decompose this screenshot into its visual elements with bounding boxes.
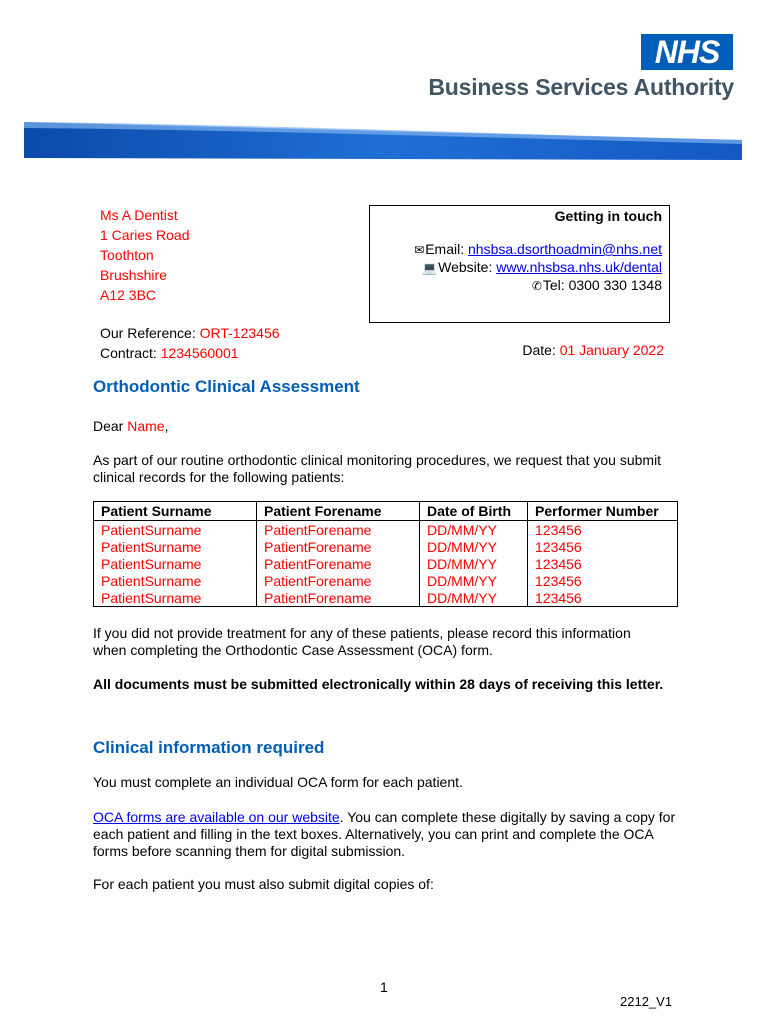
greeting-end: ,	[164, 418, 169, 434]
date-label: Date:	[522, 342, 560, 358]
table-cell: DD/MM/YY	[420, 572, 528, 589]
table-cell: 123456	[528, 538, 678, 555]
greeting-name: Name	[127, 418, 165, 434]
column-header: Patient Surname	[94, 502, 257, 521]
date-value: 01 January 2022	[559, 342, 664, 358]
header-banner	[0, 118, 770, 168]
nhs-logo: NHS	[641, 34, 733, 70]
table-header-row	[94, 502, 678, 521]
our-reference	[100, 323, 280, 343]
table-cell: PatientSurname	[94, 572, 257, 589]
address-postcode: A12 3BC	[100, 287, 157, 303]
contact-title: Getting in touch	[554, 208, 662, 224]
email-link[interactable]: nhsbsa.dsorthoadmin@nhs.net	[468, 241, 662, 257]
contact-box	[369, 205, 670, 323]
table-cell: DD/MM/YY	[420, 521, 528, 539]
contact-email-row	[370, 241, 662, 259]
section-title-assessment: Orthodontic Clinical Assessment	[93, 377, 360, 396]
column-header: Performer Number	[528, 502, 678, 521]
table-cell: DD/MM/YY	[420, 589, 528, 607]
table-cell: 123456	[528, 572, 678, 589]
individual-form-note: You must complete an individual OCA form for each patient.	[93, 774, 463, 790]
page-number: 1	[380, 979, 388, 995]
table-row	[94, 555, 678, 572]
forms-text: . You can complete these digitally by saving a copy for each patient and filling in the text boxes. Alternatively, you can print and complete the OCA forms before scanning them for digital submission.	[93, 809, 676, 859]
table-cell: DD/MM/YY	[420, 555, 528, 572]
document-version: 2212_V1	[620, 994, 673, 1009]
table-cell: PatientForename	[257, 521, 420, 539]
website-link[interactable]: www.nhsbsa.nhs.uk/dental	[496, 259, 662, 275]
contact-tel-row	[370, 277, 662, 295]
contract-value: 1234560001	[160, 345, 239, 361]
table-cell: PatientSurname	[94, 589, 257, 607]
table-cell: PatientForename	[257, 538, 420, 555]
computer-icon: 💻	[422, 261, 438, 275]
table-cell: 123456	[528, 521, 678, 539]
reference-block	[100, 323, 280, 363]
table-cell: 123456	[528, 555, 678, 572]
table-row	[94, 572, 678, 589]
table-row	[94, 521, 678, 539]
forms-paragraph	[93, 809, 683, 860]
table-cell: PatientSurname	[94, 538, 257, 555]
envelope-icon: ✉	[414, 243, 425, 257]
telephone: Tel: 0300 330 1348	[542, 277, 662, 293]
organisation-name: Business Services Authority	[428, 74, 734, 100]
recipient-address	[100, 205, 190, 305]
table-cell: PatientSurname	[94, 555, 257, 572]
intro-paragraph: As part of our routine orthodontic clinical monitoring procedures, we request that you submit clinical records for the following patients:	[93, 452, 662, 485]
reference-label: Our Reference:	[100, 325, 200, 341]
table-cell: PatientForename	[257, 589, 420, 607]
patients-table	[93, 501, 678, 607]
oca-forms-link[interactable]: OCA forms are available on our website	[93, 809, 340, 825]
address-line-1: 1 Caries Road	[100, 227, 190, 243]
phone-icon: ✆	[531, 279, 542, 293]
contract-label: Contract:	[100, 345, 161, 361]
deadline-note: All documents must be submitted electronically within 28 days of receiving this letter.	[93, 676, 664, 692]
table-cell: PatientSurname	[94, 521, 257, 539]
column-header: Date of Birth	[420, 502, 528, 521]
no-treatment-note: If you did not provide treatment for any of these patients, please record this information when completing the Orthodontic Case Assessment (OCA) form.	[93, 625, 631, 658]
greeting	[93, 418, 168, 435]
digital-copies-note: For each patient you must also submit digital copies of:	[93, 876, 434, 892]
address-line-2: Toothton	[100, 247, 154, 263]
website-label: Website:	[438, 259, 497, 275]
table-cell: DD/MM/YY	[420, 538, 528, 555]
table-cell: PatientForename	[257, 555, 420, 572]
table-row	[94, 538, 678, 555]
contract	[100, 343, 280, 363]
recipient-name: Ms A Dentist	[100, 207, 178, 223]
table-cell: PatientForename	[257, 572, 420, 589]
section-title-clinical-info: Clinical information required	[93, 738, 325, 757]
table-row	[94, 589, 678, 607]
greeting-text: Dear	[93, 418, 128, 434]
letter-date	[400, 342, 664, 358]
column-header: Patient Forename	[257, 502, 420, 521]
table-cell: 123456	[528, 589, 678, 607]
reference-value: ORT-123456	[199, 325, 280, 341]
contact-website-row	[370, 259, 662, 277]
email-label: Email:	[425, 241, 468, 257]
address-line-3: Brushshire	[100, 267, 167, 283]
